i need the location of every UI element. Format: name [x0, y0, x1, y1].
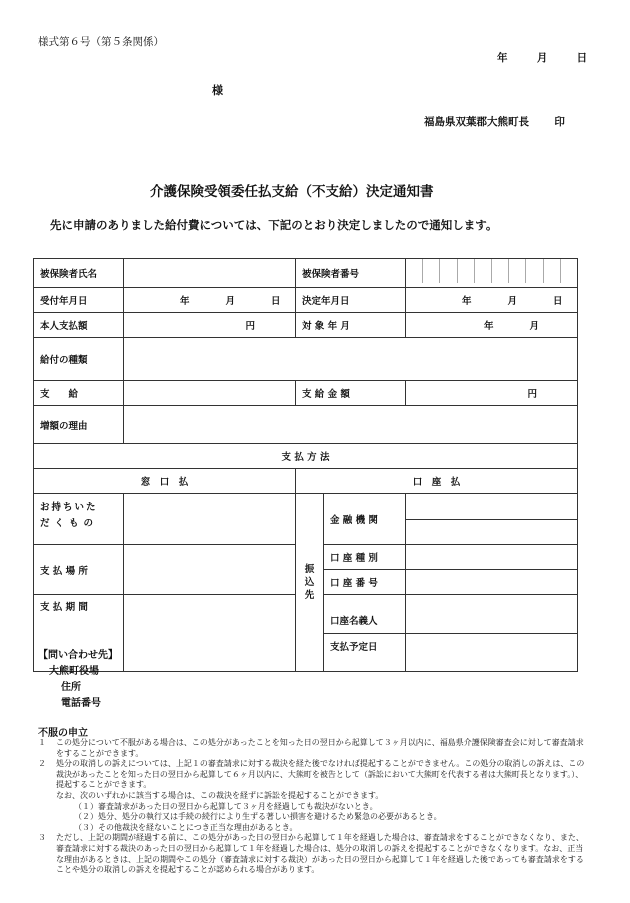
decision-day: 日	[553, 296, 563, 307]
insured-number-label: 被保険者番号	[296, 259, 406, 288]
decision-month: 月	[507, 296, 518, 307]
scheduled-date-label: 支払予定日	[330, 642, 378, 653]
increase-reason-value[interactable]	[124, 406, 578, 444]
self-payment-label: 本人支払額	[34, 313, 124, 338]
contact-address: 住所	[61, 682, 81, 693]
pay-period-value[interactable]	[124, 595, 296, 672]
bank-label: 金 融 機 関	[324, 494, 406, 545]
contact-phone: 電話番号	[61, 698, 101, 709]
contact-heading: 【問い合わせ先】	[38, 650, 118, 661]
objection-item: １ この処分について不服がある場合は、この処分があったことを知った日の翌日から起算して３ヶ月以内に、福島県介護保険審査会に対して審査請求をすることができます。	[38, 738, 584, 758]
header-date-day: 日	[576, 52, 588, 64]
account-type-label: 口 座 種 別	[324, 545, 405, 570]
received-month: 月	[225, 296, 236, 307]
payment-amount-label: 支 給 金 額	[296, 381, 406, 406]
objection-item: ３ ただし、上記の期間が経過する前に、この処分があった日の翌日から起算して１年を経過した場合は、審査請求をすることができなくなり、また、審査請求に対する裁決のあった日の翌日から起算して１年を経過した場合は、処分の取消しの訴えを提起することができなくなります。なお、正当な理由があるときは、上記の期間やこの処分（審査請求に対する裁決）があった日の翌日から起算して１年を経過した後であっても審査請求をすることや処分の取消しの訴えを提起することが認められる場合があります。	[38, 833, 584, 875]
received-day: 日	[271, 296, 281, 307]
target-month: 月	[529, 321, 540, 332]
account-payment-header: 口 座 払	[296, 469, 578, 494]
increase-reason-label: 増額の理由	[34, 406, 124, 444]
account-type-number-values[interactable]	[406, 545, 578, 595]
decision-date-label: 決定年月日	[296, 288, 406, 313]
target-month-label: 対 象 年 月	[296, 313, 406, 338]
objection-item: （３）その他裁決を経ないことにつき正当な理由があるとき。	[74, 822, 298, 832]
self-payment-value[interactable]	[124, 313, 296, 338]
account-type-number-labels	[324, 545, 406, 595]
objection-item: なお、次のいずれかに該当する場合は、この裁決を経ずに訴訟を提起することができます。	[56, 790, 384, 800]
self-payment-yen: 円	[245, 321, 255, 332]
objection-item: （１）審査請求があった日の翌日から起算して３ヶ月を経過しても裁決がないとき。	[74, 801, 378, 811]
bank-value[interactable]	[406, 494, 578, 545]
transfer-destination-label	[296, 494, 324, 672]
target-month-value[interactable]	[406, 313, 578, 338]
document-title: 介護保険受領委任払支給（不支給）決定通知書	[150, 184, 434, 200]
bring-items-value[interactable]	[124, 494, 296, 545]
bring-items-label-1: お持ちいた	[40, 502, 98, 513]
objection-notes	[38, 738, 586, 876]
header-date-year: 年	[497, 52, 508, 64]
received-date-value[interactable]	[124, 288, 296, 313]
decision-year: 年	[462, 296, 472, 307]
header-date-month: 月	[536, 52, 548, 64]
received-date-label: 受付年月日	[34, 288, 124, 313]
received-year: 年	[180, 296, 190, 307]
addressee-suffix: 様	[212, 84, 223, 97]
pay-place-value[interactable]	[124, 545, 296, 595]
issuer	[424, 114, 565, 129]
form-number: 様式第６号（第５条関係）	[38, 36, 164, 48]
payment-label: 支 給	[34, 381, 124, 406]
payment-method-header: 支 払 方 法	[34, 444, 578, 469]
objection-item: （２）処分、処分の執行又は手続の続行により生ずる著しい損害を避けるため緊急の必要があるとき。	[74, 812, 442, 822]
pay-period-text: 支 払 期 間	[40, 602, 88, 613]
holder-date-values[interactable]	[406, 595, 578, 672]
counter-payment-header: 窓 口 払	[34, 469, 296, 494]
contact-office: 大熊町役場	[49, 666, 99, 677]
insured-number-boxes[interactable]	[406, 259, 578, 288]
decision-date-value[interactable]	[406, 288, 578, 313]
objection-item: ２ 処分の取消しの訴えについては、上記１の審査請求に対する裁決を経た後でなければ提起することができません。この処分の取消しの訴えは、この裁決があったことを知った日の翌日から起算して６ヶ月以内に、大熊町を被告として（訴訟において大熊町を代表する者は大熊町長となります。）、提起することができます。	[38, 759, 585, 790]
insured-name-label: 被保険者氏名	[34, 259, 124, 288]
bring-items-label-2: だくもの	[40, 518, 99, 529]
objection-heading: 不服の申立	[38, 728, 88, 739]
seal-mark: 印	[554, 116, 565, 128]
account-holder-label: 口座名義人	[324, 608, 405, 634]
holder-date-labels	[324, 595, 406, 672]
target-year: 年	[484, 321, 494, 332]
intro-text: 先に申請のありました給付費については、下記のとおり決定しましたので通知します。	[50, 218, 498, 232]
decision-table	[33, 258, 578, 672]
transfer-label-2: 込	[304, 577, 315, 588]
issuer-name: 福島県双葉郡大熊町長	[424, 116, 529, 128]
payment-value[interactable]	[124, 381, 296, 406]
payment-amount-value[interactable]	[406, 381, 578, 406]
account-number-label: 口 座 番 号	[330, 578, 378, 589]
benefit-type-value[interactable]	[124, 338, 578, 381]
benefit-type-label: 給付の種類	[34, 338, 124, 381]
transfer-label-1: 振	[304, 564, 315, 575]
pay-place-label: 支 払 場 所	[34, 545, 124, 595]
bring-items-label	[34, 494, 124, 545]
payment-amount-yen: 円	[527, 389, 538, 400]
insured-name-value[interactable]	[124, 259, 296, 288]
header-date	[497, 50, 587, 65]
transfer-label-3: 先	[304, 590, 315, 601]
